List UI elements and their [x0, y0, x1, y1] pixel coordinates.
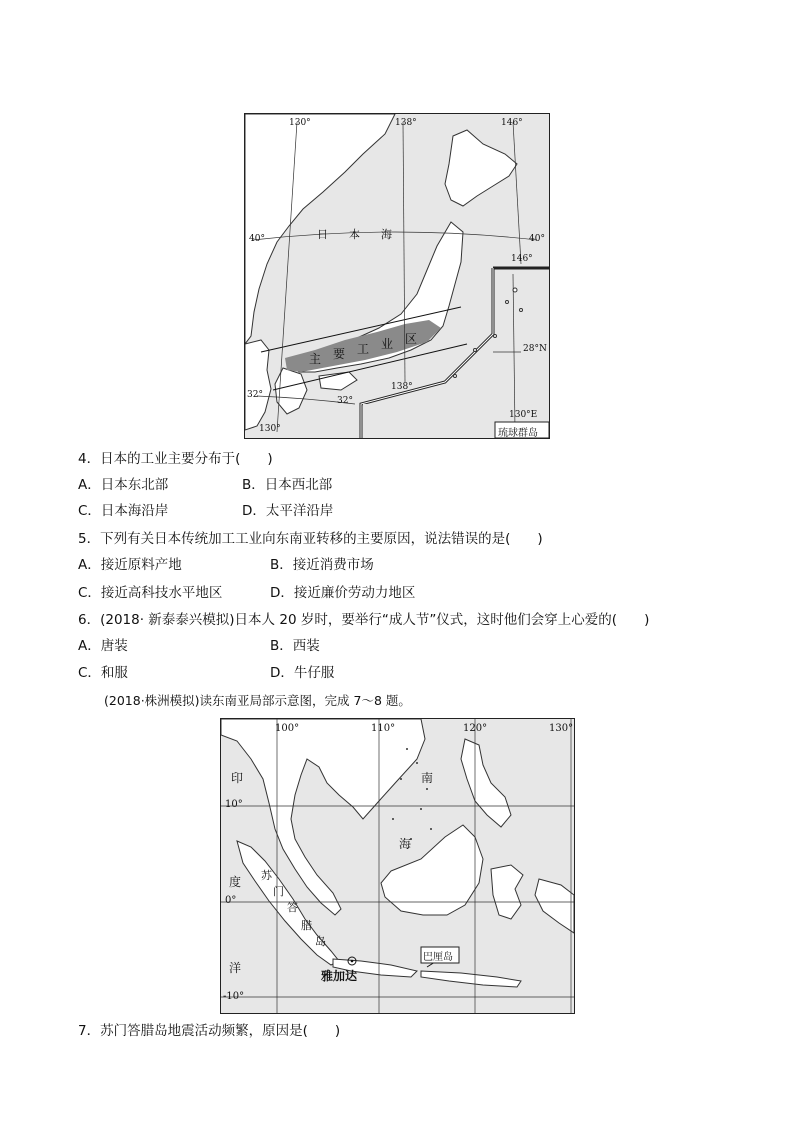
lon-146-label: 146°	[501, 118, 523, 128]
lon-110-label: 110°	[371, 723, 396, 734]
south-china-sea-label-2: 海	[399, 837, 412, 851]
question-7-stem: 7．苏门答腊岛地震活动频繁，原因是( )	[78, 1023, 341, 1039]
lat-40-left-label: 40°	[249, 234, 265, 244]
question-5-option-a: A．接近原料产地	[78, 557, 182, 573]
industrial-zone-label-4: 业	[381, 337, 394, 351]
lat-32-left-label: 32°	[247, 390, 263, 400]
question-5-option-c: C．接近高科技水平地区	[78, 585, 223, 601]
japan-map	[244, 113, 550, 439]
indian-ocean-label-2: 度	[229, 875, 242, 889]
lon-130-label: 130°	[289, 118, 311, 128]
question-4-option-b: B．日本西北部	[242, 477, 333, 493]
industrial-zone-label-2: 要	[333, 347, 346, 361]
question-5-option-d: D．接近廉价劳动力地区	[270, 585, 416, 601]
sumatra-label-5: 岛	[315, 935, 326, 948]
southeast-asia-map-drawing	[221, 719, 574, 1013]
indian-ocean-label-3: 洋	[229, 961, 242, 975]
lon-138-label: 138°	[395, 118, 417, 128]
bali-label: 巴厘岛	[423, 952, 453, 963]
industrial-zone-label-3: 工	[357, 342, 370, 356]
question-4-option-c: C．日本海沿岸	[78, 503, 169, 519]
question-5-stem: 5．下列有关日本传统加工工业向东南亚转移的主要原因，说法错误的是( )	[78, 531, 543, 547]
sea-of-japan-label-2: 本	[349, 228, 360, 241]
question-6-option-c: C．和服	[78, 665, 128, 681]
lat-0-label: 0°	[225, 895, 237, 906]
lat-28n-label: 28°N	[523, 344, 547, 354]
question-6-stem: 6．(2018· 新泰泰兴模拟)日本人 20 岁时，要举行“成人节”仪式，这时他们会穿上心爱的( )	[78, 612, 650, 628]
sumatra-label-1: 苏	[261, 869, 272, 882]
question-6-option-b: B．西装	[270, 638, 320, 654]
southeast-asia-map	[220, 718, 575, 1014]
question-6-option-d: D．牛仔服	[270, 665, 335, 681]
lon-130-label: 130°	[549, 723, 574, 734]
lon-120-label: 120°	[463, 723, 488, 734]
industrial-zone-label-5: 区	[405, 332, 418, 346]
sumatra-label-4: 腊	[301, 919, 312, 932]
questions-7-8-intro: (2018·株洲模拟)读东南亚局部示意图，完成 7～8 题。	[104, 693, 411, 708]
bottom-lon-138-label: 138°	[391, 382, 413, 392]
lat-32-right-label: 32°	[337, 396, 353, 406]
lat-40-right-label: 40°	[529, 234, 545, 244]
sumatra-label-2: 门	[273, 885, 284, 898]
industrial-zone-label-1: 主	[309, 352, 322, 366]
bottom-lon-130-label: 130°	[259, 424, 281, 434]
question-5-option-b: B．接近消费市场	[270, 557, 374, 573]
sea-of-japan-label-1: 日	[317, 228, 328, 241]
indian-ocean-label-1: 印	[231, 771, 244, 785]
question-6-option-a: A．唐装	[78, 638, 128, 654]
jakarta-label: 雅加达	[321, 969, 358, 983]
inset-lon-130e-label: 130°E	[509, 410, 538, 420]
sea-of-japan-label-3: 海	[381, 228, 392, 241]
lat-minus-10-label: -10°	[223, 991, 245, 1002]
ryukyu-caption: 琉球群岛	[498, 428, 538, 439]
south-china-sea-label-1: 南	[421, 771, 434, 785]
lon-100-label: 100°	[275, 723, 300, 734]
lat-10-label: 10°	[225, 799, 243, 810]
question-4-option-d: D．太平洋沿岸	[242, 503, 334, 519]
inset-lon-146-label: 146°	[511, 254, 533, 264]
question-4-stem: 4．日本的工业主要分布于( )	[78, 451, 273, 467]
question-4-option-a: A．日本东北部	[78, 477, 169, 493]
sumatra-label-3: 答	[287, 901, 298, 914]
